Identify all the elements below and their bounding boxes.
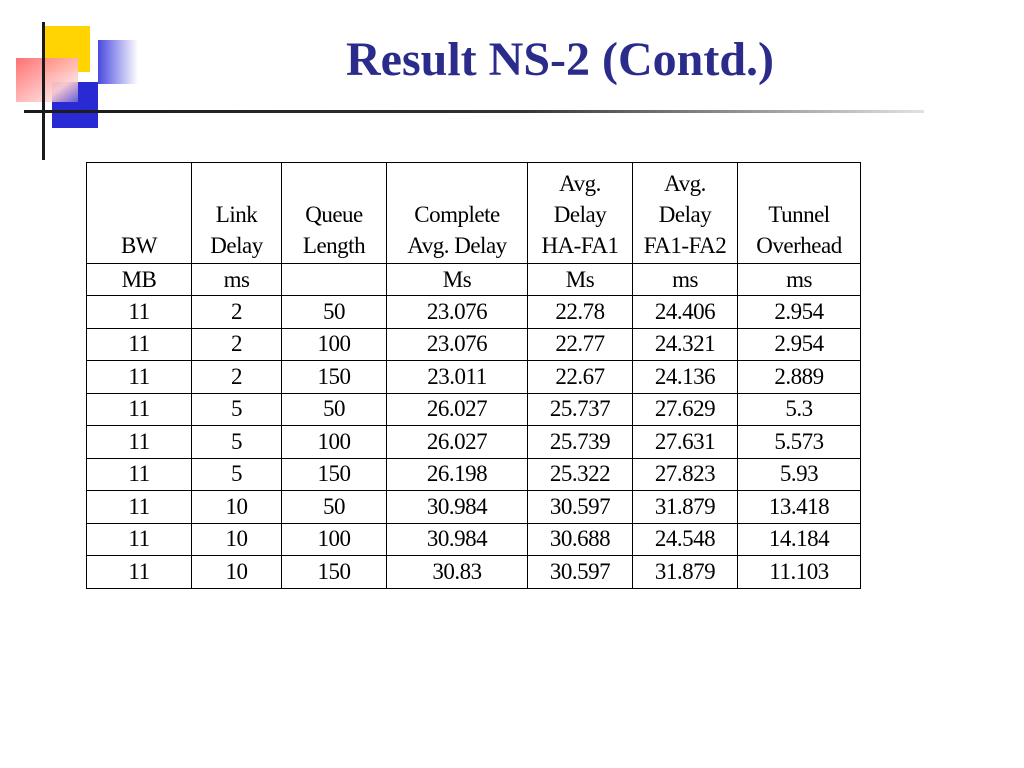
table-row xyxy=(87,393,861,426)
table-row xyxy=(87,296,861,329)
column-header xyxy=(87,163,192,264)
table-cell: 11 xyxy=(87,393,192,426)
column-header xyxy=(282,163,387,264)
table-row xyxy=(87,328,861,361)
table-cell: 22.67 xyxy=(528,361,633,394)
table-cell: 150 xyxy=(282,361,387,394)
column-header xyxy=(192,163,282,264)
table-cell: 22.77 xyxy=(528,328,633,361)
table-cell: 23.076 xyxy=(387,328,528,361)
column-header-line: Tunnel xyxy=(768,202,830,227)
table-cell: 2 xyxy=(192,328,282,361)
unit-cell: ms xyxy=(633,264,738,296)
table-cell: 100 xyxy=(282,523,387,556)
table-cell: 25.737 xyxy=(528,393,633,426)
table-cell: 11.103 xyxy=(738,556,861,589)
slide-title: Result NS-2 (Contd.) xyxy=(345,33,774,86)
table-cell: 11 xyxy=(87,426,192,459)
unit-cell: Ms xyxy=(528,264,633,296)
table-cell: 2 xyxy=(192,361,282,394)
table-cell: 27.629 xyxy=(633,393,738,426)
table-cell: 31.879 xyxy=(633,556,738,589)
table-cell: 5 xyxy=(192,426,282,459)
table-cell: 10 xyxy=(192,523,282,556)
column-header-line: Queue xyxy=(305,202,363,227)
table-cell: 30.984 xyxy=(387,491,528,524)
table-cell: 11 xyxy=(87,296,192,329)
table-row xyxy=(87,556,861,589)
unit-cell: Ms xyxy=(387,264,528,296)
unit-cell: ms xyxy=(192,264,282,296)
table-cell: 50 xyxy=(282,393,387,426)
logo-blue-gradient xyxy=(98,40,138,84)
logo-vertical-line xyxy=(42,22,45,160)
table-cell: 150 xyxy=(282,458,387,491)
logo-red-square xyxy=(16,58,78,102)
table-cell: 25.322 xyxy=(528,458,633,491)
column-header-line: HA-FA1 xyxy=(541,233,619,258)
table-cell: 11 xyxy=(87,328,192,361)
column-header xyxy=(738,163,861,264)
table-cell: 24.321 xyxy=(633,328,738,361)
table-cell: 2.954 xyxy=(738,296,861,329)
column-header xyxy=(387,163,528,264)
table-units-row xyxy=(87,264,861,296)
table-cell: 5.3 xyxy=(738,393,861,426)
table-cell: 27.823 xyxy=(633,458,738,491)
table-cell: 100 xyxy=(282,426,387,459)
table-cell: 24.136 xyxy=(633,361,738,394)
table-cell: 14.184 xyxy=(738,523,861,556)
title-underline xyxy=(24,110,924,113)
table-cell: 13.418 xyxy=(738,491,861,524)
table-row xyxy=(87,458,861,491)
table-cell: 27.631 xyxy=(633,426,738,459)
table-row xyxy=(87,426,861,459)
column-header-line: Overhead xyxy=(756,233,842,258)
table-cell: 25.739 xyxy=(528,426,633,459)
column-header-line: BW xyxy=(120,233,158,258)
table-cell: 10 xyxy=(192,556,282,589)
table-cell: 10 xyxy=(192,491,282,524)
table-cell: 5.93 xyxy=(738,458,861,491)
table-cell: 150 xyxy=(282,556,387,589)
unit-cell: MB xyxy=(87,264,192,296)
table-cell: 11 xyxy=(87,523,192,556)
table-cell: 11 xyxy=(87,556,192,589)
column-header-line: Length xyxy=(302,233,366,258)
table-cell: 5 xyxy=(192,393,282,426)
table-cell: 30.597 xyxy=(528,491,633,524)
table-row xyxy=(87,361,861,394)
results-table xyxy=(86,162,861,589)
table-cell: 2.889 xyxy=(738,361,861,394)
column-header xyxy=(633,163,738,264)
unit-cell xyxy=(282,264,387,296)
unit-cell: ms xyxy=(738,264,861,296)
table-cell: 50 xyxy=(282,491,387,524)
column-header-line: Complete xyxy=(414,202,500,227)
table-cell: 50 xyxy=(282,296,387,329)
table-cell: 26.027 xyxy=(387,426,528,459)
table-cell: 11 xyxy=(87,361,192,394)
table-cell: 5 xyxy=(192,458,282,491)
table-cell: 2 xyxy=(192,296,282,329)
column-header-line: Delay xyxy=(210,233,263,258)
table-cell: 11 xyxy=(87,491,192,524)
column-header-line: Delay xyxy=(553,202,607,227)
table-cell: 26.027 xyxy=(387,393,528,426)
table-cell: 11 xyxy=(87,458,192,491)
column-header-line: Avg. xyxy=(559,171,601,196)
table-cell: 100 xyxy=(282,328,387,361)
table-cell: 30.688 xyxy=(528,523,633,556)
table-cell: 5.573 xyxy=(738,426,861,459)
table-cell: 23.011 xyxy=(387,361,528,394)
table-cell: 2.954 xyxy=(738,328,861,361)
table-cell: 30.83 xyxy=(387,556,528,589)
table-cell: 26.198 xyxy=(387,458,528,491)
table-cell: 30.597 xyxy=(528,556,633,589)
column-header xyxy=(528,163,633,264)
table-cell: 23.076 xyxy=(387,296,528,329)
column-header-line: Delay xyxy=(658,202,712,227)
column-header-line: Avg. Delay xyxy=(407,233,507,258)
column-header-line: Link xyxy=(215,202,258,227)
column-header-line: FA1-FA2 xyxy=(643,233,727,258)
table-row xyxy=(87,523,861,556)
table-cell: 30.984 xyxy=(387,523,528,556)
table-cell: 31.879 xyxy=(633,491,738,524)
table-header-row xyxy=(87,163,861,264)
table-cell: 22.78 xyxy=(528,296,633,329)
table-cell: 24.548 xyxy=(633,523,738,556)
table-cell: 24.406 xyxy=(633,296,738,329)
column-header-line: Avg. xyxy=(664,171,706,196)
table-row xyxy=(87,491,861,524)
